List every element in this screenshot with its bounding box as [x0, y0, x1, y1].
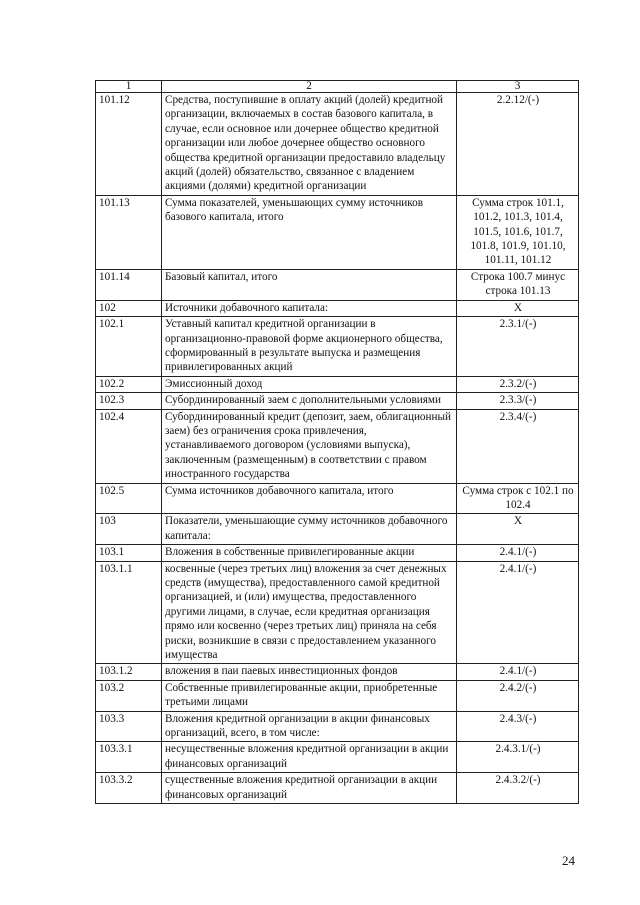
row-description: Вложения в собственные привилегированные акции — [162, 545, 457, 561]
row-code: 102 — [96, 300, 162, 316]
row-description: несущественные вложения кредитной организации в акции финансовых организаций — [162, 742, 457, 773]
row-reference: 2.3.4/(-) — [457, 409, 579, 483]
row-reference: X — [457, 300, 579, 316]
row-reference: 2.4.1/(-) — [457, 545, 579, 561]
table-row — [96, 711, 579, 742]
table-row — [96, 664, 579, 680]
row-description: существенные вложения кредитной организации в акции финансовых организаций — [162, 773, 457, 804]
row-reference: 2.4.3.1/(-) — [457, 742, 579, 773]
row-description: вложения в паи паевых инвестиционных фондов — [162, 664, 457, 680]
row-description: Субординированный заем с дополнительными условиями — [162, 393, 457, 409]
table-row — [96, 409, 579, 483]
table-row — [96, 393, 579, 409]
row-description: Уставный капитал кредитной организации в организационно-правовой форме акционерного общества, сформированный в результате выпуска и размещения привилегированных акций — [162, 317, 457, 377]
row-code: 103.2 — [96, 680, 162, 711]
table-row — [96, 680, 579, 711]
row-code: 103.1 — [96, 545, 162, 561]
row-reference: 2.3.2/(-) — [457, 376, 579, 392]
row-code: 102.4 — [96, 409, 162, 483]
row-reference: Строка 100.7 минус строка 101.13 — [457, 269, 579, 300]
row-reference: 2.4.2/(-) — [457, 680, 579, 711]
row-code: 101.14 — [96, 269, 162, 300]
row-code: 103 — [96, 514, 162, 545]
capital-table — [95, 80, 579, 804]
row-reference: 2.3.1/(-) — [457, 317, 579, 377]
table-row — [96, 93, 579, 196]
row-code: 103.3 — [96, 711, 162, 742]
column-header: 1 — [96, 81, 162, 93]
row-description: Субординированный кредит (депозит, заем, облигационный заем) без ограничения срока привлечения, устанавливаемого договором (условиями выпуска), заключенным (размещенным) в соответствии с правом иностранного государства — [162, 409, 457, 483]
page-number: 24 — [562, 853, 575, 868]
row-reference: 2.3.3/(-) — [457, 393, 579, 409]
row-description: косвенные (через третьих лиц) вложения за счет денежных средств (имущества), предоставленного самой кредитной организацией, и (или) имущества, предоставленного другими лицами, в случае, если кредитная организация прямо или косвенно (через третьих лиц) приняла на себя риски, возникшие в связи с предоставлением указанного имущества — [162, 561, 457, 664]
table-row — [96, 742, 579, 773]
row-description: Сумма показателей, уменьшающих сумму источников базового капитала, итого — [162, 195, 457, 269]
row-code: 103.3.2 — [96, 773, 162, 804]
row-reference: 2.4.1/(-) — [457, 664, 579, 680]
row-description: Источники добавочного капитала: — [162, 300, 457, 316]
row-code: 102.3 — [96, 393, 162, 409]
row-code: 101.13 — [96, 195, 162, 269]
table-header-row — [96, 81, 579, 93]
table-row — [96, 561, 579, 664]
row-code: 102.2 — [96, 376, 162, 392]
row-code: 102.5 — [96, 483, 162, 514]
row-description: Эмиссионный доход — [162, 376, 457, 392]
row-description: Базовый капитал, итого — [162, 269, 457, 300]
table-row — [96, 545, 579, 561]
row-code: 103.3.1 — [96, 742, 162, 773]
table-row — [96, 269, 579, 300]
row-description: Собственные привилегированные акции, приобретенные третьими лицами — [162, 680, 457, 711]
row-code: 103.1.2 — [96, 664, 162, 680]
row-reference: X — [457, 514, 579, 545]
column-header: 3 — [457, 81, 579, 93]
table-row — [96, 514, 579, 545]
row-reference: Сумма строк 101.1, 101.2, 101.3, 101.4, 101.5, 101.6, 101.7, 101.8, 101.9, 101.10, 101.11, 101.12 — [457, 195, 579, 269]
table-row — [96, 300, 579, 316]
row-reference: 2.4.3.2/(-) — [457, 773, 579, 804]
table-row — [96, 317, 579, 377]
row-description: Показатели, уменьшающие сумму источников добавочного капитала: — [162, 514, 457, 545]
row-description: Средства, поступившие в оплату акций (долей) кредитной организации, включаемых в состав базового капитала, в случае, если основное или дочернее общество кредитной организации или любое дочернее общество основного общества кредитной организации предоставило владельцу акций (долей) обязательство, связанное с владением акциями (долями) кредитной организации — [162, 93, 457, 196]
row-description: Вложения кредитной организации в акции финансовых организаций, всего, в том числе: — [162, 711, 457, 742]
table-row — [96, 483, 579, 514]
table-row — [96, 195, 579, 269]
row-code: 101.12 — [96, 93, 162, 196]
row-reference: 2.4.3/(-) — [457, 711, 579, 742]
row-reference: Сумма строк с 102.1 по 102.4 — [457, 483, 579, 514]
table-row — [96, 376, 579, 392]
row-reference: 2.4.1/(-) — [457, 561, 579, 664]
row-code: 103.1.1 — [96, 561, 162, 664]
row-code: 102.1 — [96, 317, 162, 377]
row-description: Сумма источников добавочного капитала, итого — [162, 483, 457, 514]
row-reference: 2.2.12/(-) — [457, 93, 579, 196]
table-row — [96, 773, 579, 804]
column-header: 2 — [162, 81, 457, 93]
